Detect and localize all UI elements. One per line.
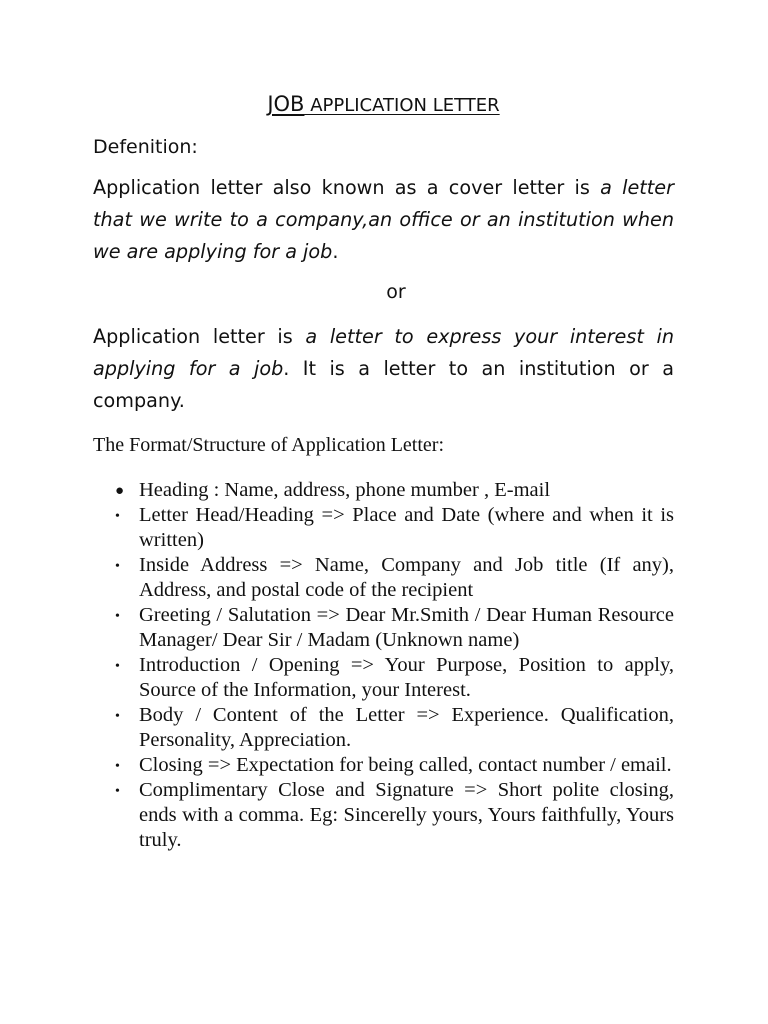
document-title — [93, 92, 674, 116]
list-item — [93, 478, 674, 503]
list-item — [93, 653, 674, 703]
list-item — [93, 703, 674, 753]
bullet-icon: • — [115, 759, 120, 774]
list-item-text: Inside Address => Name, Company and Job title (If any), Address, and postal code of the recipient — [139, 554, 674, 601]
or-separator: or — [386, 281, 406, 303]
list-item — [93, 753, 674, 778]
list-item — [93, 553, 674, 603]
title-job: JOB — [267, 92, 305, 116]
para2-italic: a letter to express your interest in applying for a job — [93, 325, 675, 380]
bullet-icon: • — [115, 609, 120, 624]
para1-italic: a letter that we write to a company,an office or an institution when we are applying for a job — [93, 176, 674, 263]
list-item-text: Introduction / Opening => Your Purpose, Position to apply, Source of the Information, your Interest. — [139, 654, 674, 701]
list-item-text: Complimentary Close and Signature => Short polite closing, ends with a comma. Eg: Sincerelly yours, Yours faithfully, Yours truly. — [139, 779, 674, 851]
bullet-icon: ● — [115, 483, 125, 499]
list-item — [93, 503, 674, 553]
definition-label: Defenition: — [93, 136, 198, 158]
format-list — [93, 478, 674, 853]
title-application-letter: APPLICATION LETTER — [304, 95, 500, 116]
list-item-text: Letter Head/Heading => Place and Date (where and when it is written) — [139, 504, 674, 551]
bullet-icon: • — [115, 659, 120, 674]
list-item — [93, 778, 674, 853]
para1-end: . — [332, 240, 339, 263]
bullet-icon: • — [115, 784, 120, 799]
list-item-text: Body / Content of the Letter => Experience. Qualification, Personality, Appreciation. — [139, 704, 674, 751]
para2-end: . It is a letter to an institution or a company. — [93, 357, 674, 412]
list-item-text: Greeting / Salutation => Dear Mr.Smith / Dear Human Resource Manager/ Dear Sir / Madam (Unknown name) — [139, 604, 674, 651]
para2-start: Application letter is — [93, 325, 306, 348]
format-title: The Format/Structure of Application Letter: — [93, 434, 445, 456]
list-item — [93, 603, 674, 653]
bullet-icon: • — [115, 509, 120, 524]
bullet-icon: • — [115, 709, 120, 724]
definition-paragraph-1 — [93, 172, 674, 268]
list-item-text: Closing => Expectation for being called, contact number / email. — [139, 754, 672, 776]
para1-start: Application letter also known as a cover letter is — [93, 176, 601, 199]
definition-paragraph-2 — [93, 321, 674, 417]
bullet-icon: • — [115, 559, 120, 574]
list-item-text: Heading : Name, address, phone mumber , E-mail — [139, 479, 551, 501]
